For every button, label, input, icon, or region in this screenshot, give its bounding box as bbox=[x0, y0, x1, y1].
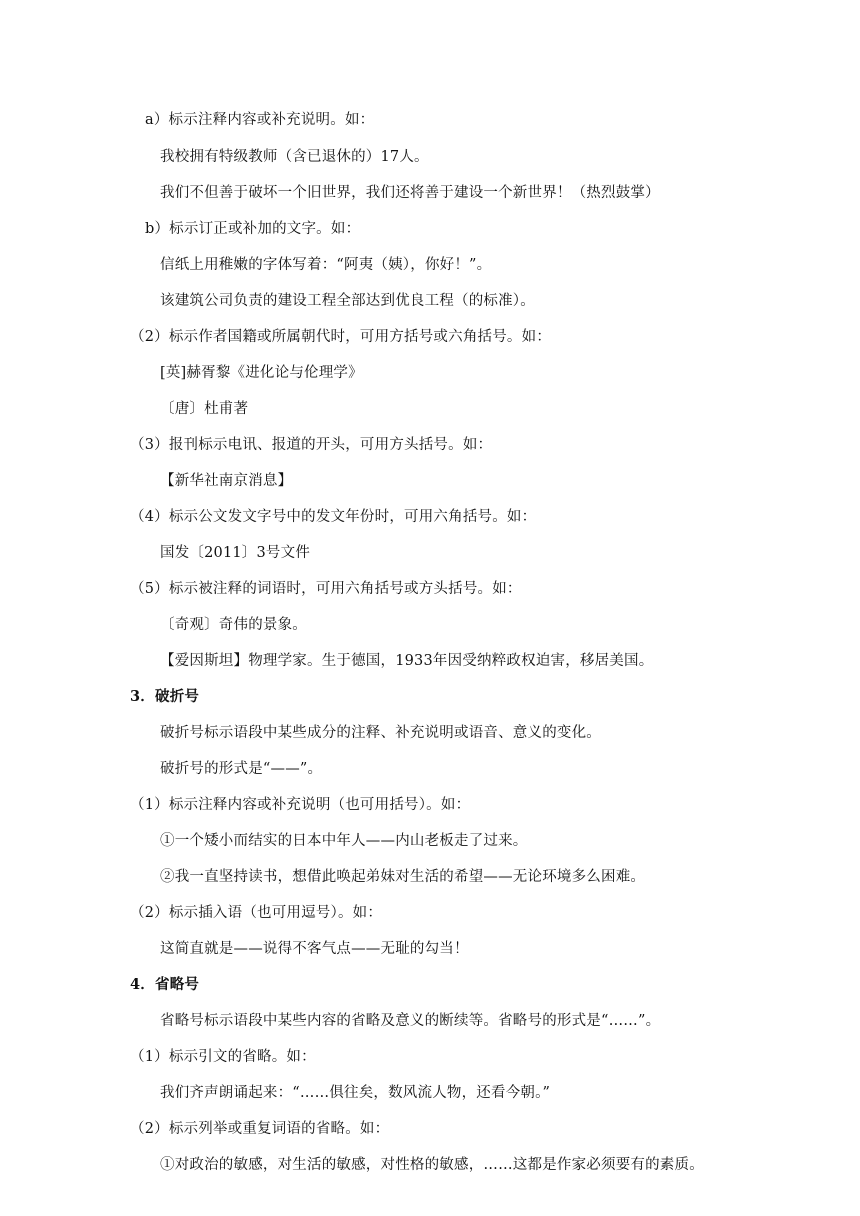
example-line: ②我一直坚持读书，想借此唤起弟妹对生活的希望——无论环境多么困难。 bbox=[160, 869, 646, 885]
example-line: ①一个矮小而结实的日本中年人——内山老板走了过来。 bbox=[160, 833, 528, 849]
example-line: 信纸上用稚嫩的字体写着：“阿夷（姨），你好！”。 bbox=[160, 257, 492, 273]
paragraph: 省略号标示语段中某些内容的省略及意义的断续等。省略号的形式是“……”。 bbox=[160, 1013, 661, 1029]
example-line: 我们不但善于破坏一个旧世界，我们还将善于建设一个新世界！（热烈鼓掌） bbox=[160, 185, 660, 201]
example-line: 这简直就是——说得不客气点——无耻的勾当！ bbox=[160, 941, 469, 957]
numbered-item: （1）标示注释内容或补充说明（也可用括号）。如： bbox=[130, 797, 471, 813]
numbered-item: （2）标示作者国籍或所属朝代时，可用方括号或六角括号。如： bbox=[130, 329, 552, 345]
example-line: 〔唐〕杜甫著 bbox=[160, 401, 249, 417]
example-line: 国发〔2011〕3号文件 bbox=[160, 545, 311, 561]
sub-item-b: b）标示订正或补加的文字。如： bbox=[145, 221, 361, 237]
example-line: 〔奇观〕奇伟的景象。 bbox=[160, 617, 307, 633]
example-line: 我校拥有特级教师（含已退休的）17人。 bbox=[160, 149, 429, 165]
example-line: [英]赫胥黎《进化论与伦理学》 bbox=[160, 365, 363, 381]
numbered-item: （5）标示被注释的词语时，可用六角括号或方头括号。如： bbox=[130, 581, 522, 597]
paragraph: 破折号的形式是“——”。 bbox=[160, 761, 323, 777]
numbered-item: （3）报刊标示电讯、报道的开头，可用方头括号。如： bbox=[130, 437, 493, 453]
numbered-item: （2）标示插入语（也可用逗号）。如： bbox=[130, 905, 383, 921]
example-line: 【爱因斯坦】物理学家。生于德国，1933年因受纳粹政权迫害，移居美国。 bbox=[160, 653, 654, 669]
example-line: ①对政治的敏感，对生活的敏感，对性格的敏感，……这都是作家必须要有的素质。 bbox=[160, 1157, 704, 1173]
section-heading: 3．破折号 bbox=[130, 688, 200, 705]
numbered-item: （4）标示公文发文字号中的发文年份时，可用六角括号。如： bbox=[130, 509, 537, 525]
example-line: 该建筑公司负责的建设工程全部达到优良工程（的标准）。 bbox=[160, 293, 535, 309]
example-line: 我们齐声朗诵起来：“……俱往矣，数风流人物，还看今朝。” bbox=[160, 1085, 551, 1101]
section-heading: 4．省略号 bbox=[130, 976, 200, 993]
sub-item-a: a）标示注释内容或补充说明。如： bbox=[145, 112, 375, 128]
numbered-item: （2）标示列举或重复词语的省略。如： bbox=[130, 1121, 390, 1137]
paragraph: 破折号标示语段中某些成分的注释、补充说明或语音、意义的变化。 bbox=[160, 725, 601, 741]
example-line: 【新华社南京消息】 bbox=[160, 473, 293, 489]
numbered-item: （1）标示引文的省略。如： bbox=[130, 1049, 316, 1065]
